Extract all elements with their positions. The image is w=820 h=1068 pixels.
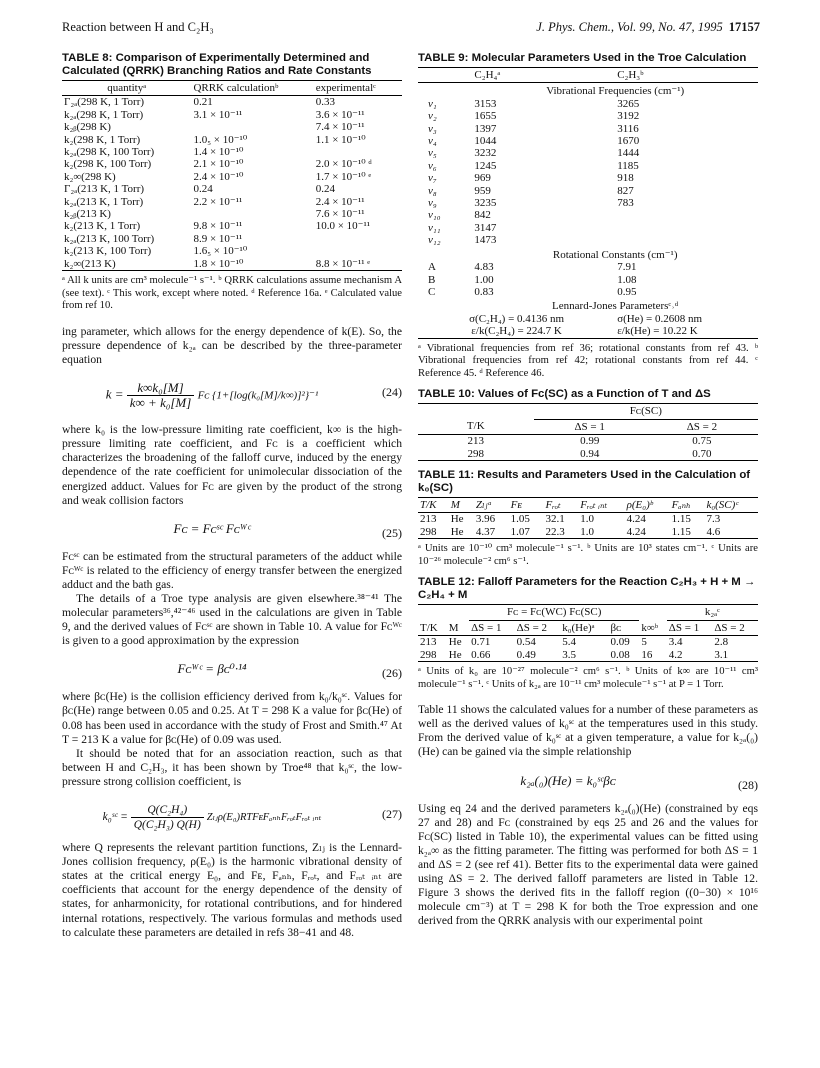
paragraph: Using eq 24 and the derived parameters k₂ₐ(₀)(He) (constrained by eqs 27 and 28) and Fᴄ (constrained by eqs 25 and 26 and the values for Fᴄ(SC) listed in Table 10), the experimental values can be fitted using k₂ₐ∞ as the fitting parameter. The fitting was performed for both ΔS = 1 and ΔS = 2 (see ref 41). Better fits to the experimental data were gained using ΔS = 2. The derived falloff parameters are listed in Table 12. Figure 3 shows the derived fits in the falloff region ((0−30) × 10¹⁶ molecule cm⁻³) at T = 298 K for both the Troe expression and one derived from the QRRK analysis with our experimental point <box>418 801 758 928</box>
table-row <box>62 196 402 208</box>
table9-cell: 4.83 <box>474 261 494 274</box>
table8-cell: 2.0 × 10⁻¹⁰ ᵈ <box>315 158 372 171</box>
table9-cell: 3235 <box>474 197 497 210</box>
table12-cell: He <box>448 636 462 649</box>
table-row <box>62 208 402 220</box>
paragraph: where βᴄ(He) is the collision efficiency derived from k₀/k₀ˢᶜ. Values for βᴄ(He) range between 0.05 and 0.25. At T = 298 K a value for βᴄ(He) of 0.08 has been used in accordance with the study of Frost and Smith.⁴⁷ At T = 213 K a value for βᴄ(He) of 0.09 was used. <box>62 690 402 746</box>
table9-cell: 3265 <box>617 97 640 110</box>
table8-cell: k₂ᵦ(213 K) <box>64 208 111 221</box>
table9-cell: ν₈ <box>428 184 437 197</box>
table-row <box>418 649 758 662</box>
table-row <box>418 286 758 298</box>
table10-cell: 0.99 <box>580 435 600 448</box>
paragraph: It should be noted that for an association reaction, such as that between H and C₂H₃, it has been shown by Troe⁴⁸ that k₀ˢᶜ, the low-pressure strong collision coefficient, is <box>62 746 402 788</box>
table10-group: Fᴄ(SC) <box>534 404 758 419</box>
table-row <box>418 98 758 110</box>
eq-numerator: k∞k₀[M] <box>127 381 195 396</box>
table11-header: Zₗⱼᵃ <box>475 498 492 511</box>
table12-cell: He <box>448 648 462 661</box>
equation-24 <box>62 373 402 417</box>
table9-cell: ε/k(C₂H₄) = 224.7 K <box>471 325 562 338</box>
paragraph: ing parameter, which allows for the energy dependence of k(E). So, the pressure dependence of k₂ₐ can be described by the three-parameter equation <box>62 324 402 367</box>
table8-cell <box>314 233 402 245</box>
table9 <box>418 67 758 339</box>
table-row <box>418 448 758 461</box>
table-row <box>62 233 402 245</box>
table9-cell <box>615 234 758 246</box>
table9-cell: σ(He) = 0.2608 nm <box>617 312 703 325</box>
table-row <box>418 435 758 448</box>
table9-cell: 3147 <box>474 221 497 234</box>
page-number: 17157 <box>728 20 760 34</box>
table12-footnote: ᵃ Units of k₀ are 10⁻²⁷ molecule⁻² cm⁶ s⁻¹. ᵇ Units of k∞ are 10⁻¹¹ cm³ molecule⁻¹ s⁻¹. ᶜ Units of k₂ₐ are 10⁻¹¹ cm³ molecule⁻¹ s⁻¹ at P = 1 Torr. <box>418 665 758 690</box>
table11-cell: 213 <box>420 513 437 526</box>
table-row <box>62 258 402 271</box>
equation-number: (24) <box>382 385 402 400</box>
left-column <box>62 52 402 940</box>
table12-header: k∞ᵇ <box>641 621 659 634</box>
table11-header: Fᴇ <box>510 498 522 511</box>
table8-cell: k₂ₐ(213 K, 1 Torr) <box>64 195 144 208</box>
table9-cell: 1.08 <box>617 273 637 286</box>
eq-fraction <box>131 803 204 832</box>
table-row <box>418 110 758 122</box>
table10-cell: 0.75 <box>692 435 712 448</box>
table-row <box>418 135 758 147</box>
table12-cell: 298 <box>420 648 437 661</box>
table11-caption: TABLE 11: Results and Parameters Used in the Calculation of k₀(SC) <box>418 468 751 494</box>
table-section-row <box>418 247 758 261</box>
table9-cell: 3153 <box>474 97 497 110</box>
table9-cell: 959 <box>474 184 491 197</box>
table-row <box>418 209 758 221</box>
table11-footnote: ᵃ Units are 10⁻¹⁰ cm³ molecule⁻¹ s⁻¹. ᵇ Units are 10³ states cm⁻¹. ᶜ Units are 10⁻²⁶ molecule⁻² cm⁶ s⁻¹. <box>418 543 758 567</box>
table11 <box>418 497 758 539</box>
table12-group: k₂ₐᶜ <box>667 605 758 620</box>
table9-cell <box>615 209 758 221</box>
table-row <box>418 274 758 286</box>
table12-cell: 0.54 <box>516 636 536 649</box>
table8-cell: 7.4 × 10⁻¹¹ <box>315 121 365 134</box>
eq-denominator: k∞ + k₀[M] <box>129 395 192 411</box>
table9-cell: ν₇ <box>428 172 437 185</box>
equation-number: (27) <box>382 807 402 822</box>
eq-denominator: Q(C₂H₃) Q(H) <box>133 819 201 832</box>
table9-section-title: Vibrational Frequencies (cm⁻¹) <box>546 85 685 98</box>
eq-body: Fᴄᵂᶜ = βᴄ⁰·¹⁴ <box>177 661 247 677</box>
table8-cell: 3.1 × 10⁻¹¹ <box>193 108 243 121</box>
table-row <box>62 171 402 183</box>
table8-cell: k₂(213 K, 100 Torr) <box>64 245 152 258</box>
table11-header: Fₐₙₕ <box>671 498 691 511</box>
table11-cell: 1.0 <box>580 525 595 538</box>
table12-header: ΔS = 1 <box>471 621 502 634</box>
table10-caption: TABLE 10: Values of Fᴄ(SC) as a Function of T and ΔS <box>418 388 711 401</box>
table8-cell: k₂(213 K, 1 Torr) <box>64 220 141 233</box>
table9-cell: 3192 <box>617 110 640 123</box>
table8-cell: 1.6₅ × 10⁻¹⁰ <box>193 245 248 258</box>
table8-cell: 9.8 × 10⁻¹¹ <box>193 220 243 233</box>
table11-cell: 1.07 <box>510 525 530 538</box>
table11-cell: 1.05 <box>510 513 530 526</box>
eq-lhs: k₀ˢᶜ = <box>102 811 128 824</box>
paragraph: where k₀ is the low-pressure limiting rate coefficient, k∞ is the high-pressure limiting rate coefficient, and Fᴄ is a coefficient which characterizes the broadening of the falloff curve, induced by the energy dependence of the rate coefficient for unimolecular dissociation of the energized adduct. Values for Fᴄ are given by the product of the strong and weak collision factors <box>62 423 402 507</box>
eq-tail: Zₗⱼρ(E₀)RTFᴇFₐₙₕFᵣₒₜFᵣₒₜ ᵢₙₜ <box>206 812 322 824</box>
equation-number: (28) <box>738 777 758 792</box>
table11-cell: 1.0 <box>580 513 595 526</box>
equation-28 <box>418 766 758 796</box>
table11-cell: 4.37 <box>475 525 496 538</box>
header-title: Reaction between H and C₂H₃ <box>62 20 214 34</box>
table12-cell: 3.5 <box>562 648 576 661</box>
table8-cell: 10.0 × 10⁻¹¹ <box>315 220 371 233</box>
table11-cell: 22.3 <box>545 525 565 538</box>
running-header <box>62 20 760 36</box>
table9-cell: A <box>428 261 436 274</box>
table8-cell: Γ₂ₐ(213 K, 1 Torr) <box>64 183 145 196</box>
table-row <box>62 146 402 158</box>
table11-header: M <box>450 498 460 511</box>
table8-cell: 2.1 × 10⁻¹⁰ <box>193 158 244 171</box>
eq-body: k₂ₐ(₀)(He) = k₀ˢᶜβᴄ <box>520 772 616 788</box>
table8-cell: k₂∞(213 K) <box>64 257 116 270</box>
table8-cell: 0.24 <box>315 183 335 196</box>
table-row <box>418 636 758 649</box>
equation-27 <box>62 795 402 835</box>
table11-header: Fᵣₒₜ ᵢₙₜ <box>580 498 608 511</box>
table-section-row <box>418 298 758 312</box>
table-row <box>418 222 758 234</box>
table9-cell: 842 <box>474 209 491 222</box>
table9-header: C₂H₄ᵃ <box>474 69 501 81</box>
table12-header: M <box>448 621 459 634</box>
table9-cell: 1670 <box>617 135 640 148</box>
table10-cell: 298 <box>467 447 485 460</box>
table9-cell: 1044 <box>474 135 497 148</box>
eq-numerator: Q(C₂H₄) <box>131 803 204 818</box>
eq-fraction <box>127 381 195 410</box>
table10-cell: 0.70 <box>692 447 712 460</box>
table8-header: QRRK calculationᵇ <box>193 82 279 94</box>
table-row <box>418 234 758 246</box>
table9-cell <box>615 222 758 234</box>
table11-cell: 298 <box>420 525 437 538</box>
table11-cell: He <box>450 525 464 538</box>
table9-cell: 1397 <box>474 122 497 135</box>
table8-cell: k₂∞(298 K) <box>64 170 116 183</box>
table9-cell: 0.83 <box>474 285 494 298</box>
table8 <box>62 80 402 271</box>
table9-cell: ν₁₁ <box>428 221 441 234</box>
table8-cell: Γ₂ₐ(298 K, 1 Torr) <box>64 96 145 109</box>
table-row <box>62 134 402 146</box>
table-row <box>418 261 758 273</box>
table9-cell: C <box>428 285 436 298</box>
table9-cell: B <box>428 273 436 286</box>
table9-cell: 1473 <box>474 234 497 247</box>
table11-cell: He <box>450 513 464 526</box>
table10-cell: 0.94 <box>580 447 600 460</box>
table12-header: βᴄ <box>610 621 622 634</box>
table9-cell: 7.91 <box>617 261 637 274</box>
table12-cell: 2.8 <box>714 636 729 649</box>
table8-cell: 0.24 <box>193 183 213 196</box>
table9-cell: 1245 <box>474 159 497 172</box>
equation-number: (25) <box>382 525 402 540</box>
table8-cell: 1.0₅ × 10⁻¹⁰ <box>193 133 248 146</box>
table-row <box>62 109 402 121</box>
table-row <box>418 325 758 338</box>
table8-cell <box>191 121 313 133</box>
table12-header: T/K <box>420 621 438 634</box>
header-journal: J. Phys. Chem., Vol. 99, No. 47, 1995 17157 <box>536 20 760 34</box>
table-row <box>418 526 758 539</box>
table8-cell: 7.6 × 10⁻¹¹ <box>315 208 365 221</box>
table8-caption: TABLE 8: Comparison of Experimentally Determined and Calculated (QRRK) Branching Ratios and Rate Constants <box>62 52 372 77</box>
table-row <box>418 313 758 325</box>
table12-group: Fᴄ = Fᴄ(WC) Fᴄ(SC) <box>469 605 639 620</box>
table-row <box>418 160 758 172</box>
table11-cell: 7.3 <box>706 513 721 526</box>
table9-cell: ν₁ <box>428 97 437 110</box>
equation-25 <box>62 514 402 544</box>
table10 <box>418 403 758 461</box>
table9-footnote: ᵃ Vibrational frequencies from ref 36; rotational constants from ref 43. ᵇ Vibrational frequencies from ref 42; rotational constants from ref 44. ᶜ Reference 45. ᵈ Reference 46. <box>418 342 758 379</box>
table12-cell: 5.4 <box>562 636 576 649</box>
table-row <box>62 220 402 232</box>
table9-cell: ν₅ <box>428 147 437 160</box>
table11-header: Fᵣₒₜ <box>545 498 561 511</box>
table10-header: ΔS = 2 <box>686 420 718 433</box>
paragraph: The details of a Troe type analysis are given elsewhere.³⁸⁻⁴¹ The molecular parameters³⁶,⁴²⁻⁴⁶ used in the calculations are given in Table 9, and the derived values of Fᴄˢᶜ are shown in Table 10. A value for Fᴄᵂᶜ is given to a good approximation by the expression <box>62 592 402 648</box>
table9-header: C₂H₃ᵇ <box>617 69 644 81</box>
eq-lhs: k = <box>105 386 124 402</box>
table12-cell: 0.49 <box>516 648 536 661</box>
table11-cell: 32.1 <box>545 513 565 526</box>
table10-header: ΔS = 1 <box>574 420 605 433</box>
table12-cell: 0.71 <box>471 636 491 649</box>
table8-cell: k₂ᵦ(298 K) <box>64 121 111 134</box>
table10-header: T/K <box>466 420 485 433</box>
table-row <box>62 245 402 257</box>
table12-header: ΔS = 1 <box>668 621 700 634</box>
table9-cell: 783 <box>617 197 634 210</box>
equation-26 <box>62 654 402 684</box>
table9-section-title: Rotational Constants (cm⁻¹) <box>552 248 678 261</box>
table8-cell <box>314 245 402 257</box>
table12-cell: 3.4 <box>668 636 683 649</box>
table8-header: experimentalᶜ <box>315 82 376 94</box>
table11-cell: 1.15 <box>671 513 691 526</box>
table-row <box>62 183 402 195</box>
right-column <box>418 52 758 928</box>
table9-cell: ε/k(He) = 10.22 K <box>617 325 698 338</box>
table12-cell: 0.08 <box>610 648 630 661</box>
table8-cell: k₂ₐ(298 K, 1 Torr) <box>64 108 144 121</box>
table8-cell <box>314 146 402 158</box>
table8-cell: k₂(298 K, 100 Torr) <box>64 158 152 171</box>
table9-cell: 827 <box>617 184 634 197</box>
table-row <box>418 172 758 184</box>
table12-cell: 3.1 <box>714 648 729 661</box>
table9-cell: 3232 <box>474 147 497 160</box>
table8-cell: 0.33 <box>315 96 335 109</box>
table9-cell: σ(C₂H₄) = 0.4136 nm <box>469 312 565 325</box>
table-section-row <box>418 83 758 98</box>
table11-header: ρ(E₀)ᵇ <box>626 498 653 511</box>
table12-cell: 5 <box>641 636 647 649</box>
table12-caption: TABLE 12: Falloff Parameters for the Reaction C₂H₃ + H + M → C₂H₄ + M <box>418 576 756 602</box>
table12-header: ΔS = 2 <box>516 621 548 634</box>
table8-cell: k₂ₐ(298 K, 100 Torr) <box>64 146 155 159</box>
paragraph: Table 11 shows the calculated values for a number of these parameters as well as the derived values of k₀ˢᶜ at the temperatures used in this study. From the derived value of k₀ˢᶜ at a given temperature, a value for k₂ₐ(₀)(He) can be gained via the simple relationship <box>418 703 758 759</box>
table9-cell: 1655 <box>474 110 497 123</box>
table8-cell: k₂(298 K, 1 Torr) <box>64 133 141 146</box>
table9-cell: ν₂ <box>428 110 437 123</box>
table8-cell: 2.4 × 10⁻¹⁰ <box>193 170 244 183</box>
paragraph: Fᴄˢᶜ can be estimated from the structural parameters of the adduct while Fᴄᵂᶜ is related to the efficiency of energy transfer between the energized adduct and the bath gas. <box>62 549 402 591</box>
table11-cell: 4.24 <box>626 525 646 538</box>
table12-cell: 0.09 <box>610 636 630 649</box>
table12-cell: 213 <box>420 636 437 649</box>
table-row <box>418 513 758 526</box>
table12-cell: 0.66 <box>471 648 491 661</box>
table9-cell: 0.95 <box>617 285 637 298</box>
table-row <box>418 197 758 209</box>
table9-cell: 3116 <box>617 122 639 135</box>
table9-cell: 969 <box>474 172 491 185</box>
table-row <box>62 121 402 133</box>
table-row <box>62 158 402 170</box>
table-row <box>418 123 758 135</box>
table8-cell: 1.1 × 10⁻¹⁰ <box>315 133 366 146</box>
paragraph: where Q represents the relevant partition functions, Zₗⱼ is the Lennard-Jones collision frequency, ρ(E₀) is the harmonic vibrational density of states at the critical energy E₀, and Fᴇ, Fₐₙₕ, Fᵣₒₜ, and Fᵣₒₜ ᵢₙₜ are coefficients that account for the energy dependence of the density of states, for anharmonicity, for rotational contributions, and for hindered internal rotations, respectively. The various formulas and methods used to calculate these parameters are detailed in refs 38−41 and 48. <box>62 841 402 939</box>
eq-tail: Fᴄ {1+[log(k₀[M]/k∞)]²}⁻¹ <box>197 389 319 402</box>
table8-cell <box>191 208 313 220</box>
table9-cell: ν₁₀ <box>428 209 441 222</box>
table9-cell: ν₆ <box>428 159 437 172</box>
table8-cell: 1.7 × 10⁻¹⁰ ᵉ <box>315 170 372 183</box>
table9-caption: TABLE 9: Molecular Parameters Used in the Troe Calculation <box>418 52 747 64</box>
table11-header: T/K <box>420 498 437 511</box>
table12-cell: 4.2 <box>668 648 683 661</box>
table8-cell: k₂ₐ(213 K, 100 Torr) <box>64 232 155 245</box>
table12-cell: 16 <box>641 648 653 661</box>
table9-cell: 1185 <box>617 159 639 172</box>
table11-header: k₀(SC)ᶜ <box>706 498 739 511</box>
eq-body: Fᴄ = Fᴄˢᶜ Fᴄᵂᶜ <box>173 520 251 536</box>
table9-cell: ν₄ <box>428 135 437 148</box>
table8-cell: 2.4 × 10⁻¹¹ <box>315 195 365 208</box>
table8-footnote: ᵃ All k units are cm³ molecule⁻¹ s⁻¹. ᵇ QRRK calculations assume mechanism A (see text). ᶜ This work, except where noted. ᵈ Reference 16a. ᵉ Calculated value from ref 10. <box>62 275 402 312</box>
table11-cell: 4.24 <box>626 513 646 526</box>
table12-header: ΔS = 2 <box>714 621 745 634</box>
table12-header: k₀(He)ᵃ <box>562 621 595 634</box>
table8-cell: 1.8 × 10⁻¹⁰ <box>193 257 244 270</box>
table12 <box>418 604 758 662</box>
table-row <box>418 147 758 159</box>
table11-cell: 3.96 <box>475 513 496 526</box>
table9-cell: ν₁₂ <box>428 234 441 247</box>
table10-cell: 213 <box>467 435 485 448</box>
table8-cell: 8.8 × 10⁻¹¹ ᵉ <box>315 257 371 270</box>
table9-cell: ν₃ <box>428 122 437 135</box>
table8-header: quantityᵃ <box>107 82 147 94</box>
table8-cell: 8.9 × 10⁻¹¹ <box>193 232 243 245</box>
equation-number: (26) <box>382 666 402 681</box>
table9-cell: 1.00 <box>474 273 494 286</box>
table8-cell: 0.21 <box>193 96 213 109</box>
table8-cell: 1.4 × 10⁻¹⁰ <box>193 146 244 159</box>
table8-cell: 3.6 × 10⁻¹¹ <box>315 108 365 121</box>
table9-section-title: Lennard-Jones Parametersᶜ˒ᵈ <box>552 300 679 313</box>
table9-cell: 918 <box>617 172 634 185</box>
table-row <box>418 185 758 197</box>
table11-cell: 1.15 <box>671 525 691 538</box>
table9-cell: 1444 <box>617 147 640 160</box>
table9-cell: ν₉ <box>428 197 437 210</box>
table11-cell: 4.6 <box>706 525 721 538</box>
table-row <box>62 96 402 109</box>
table8-cell: 2.2 × 10⁻¹¹ <box>193 195 243 208</box>
